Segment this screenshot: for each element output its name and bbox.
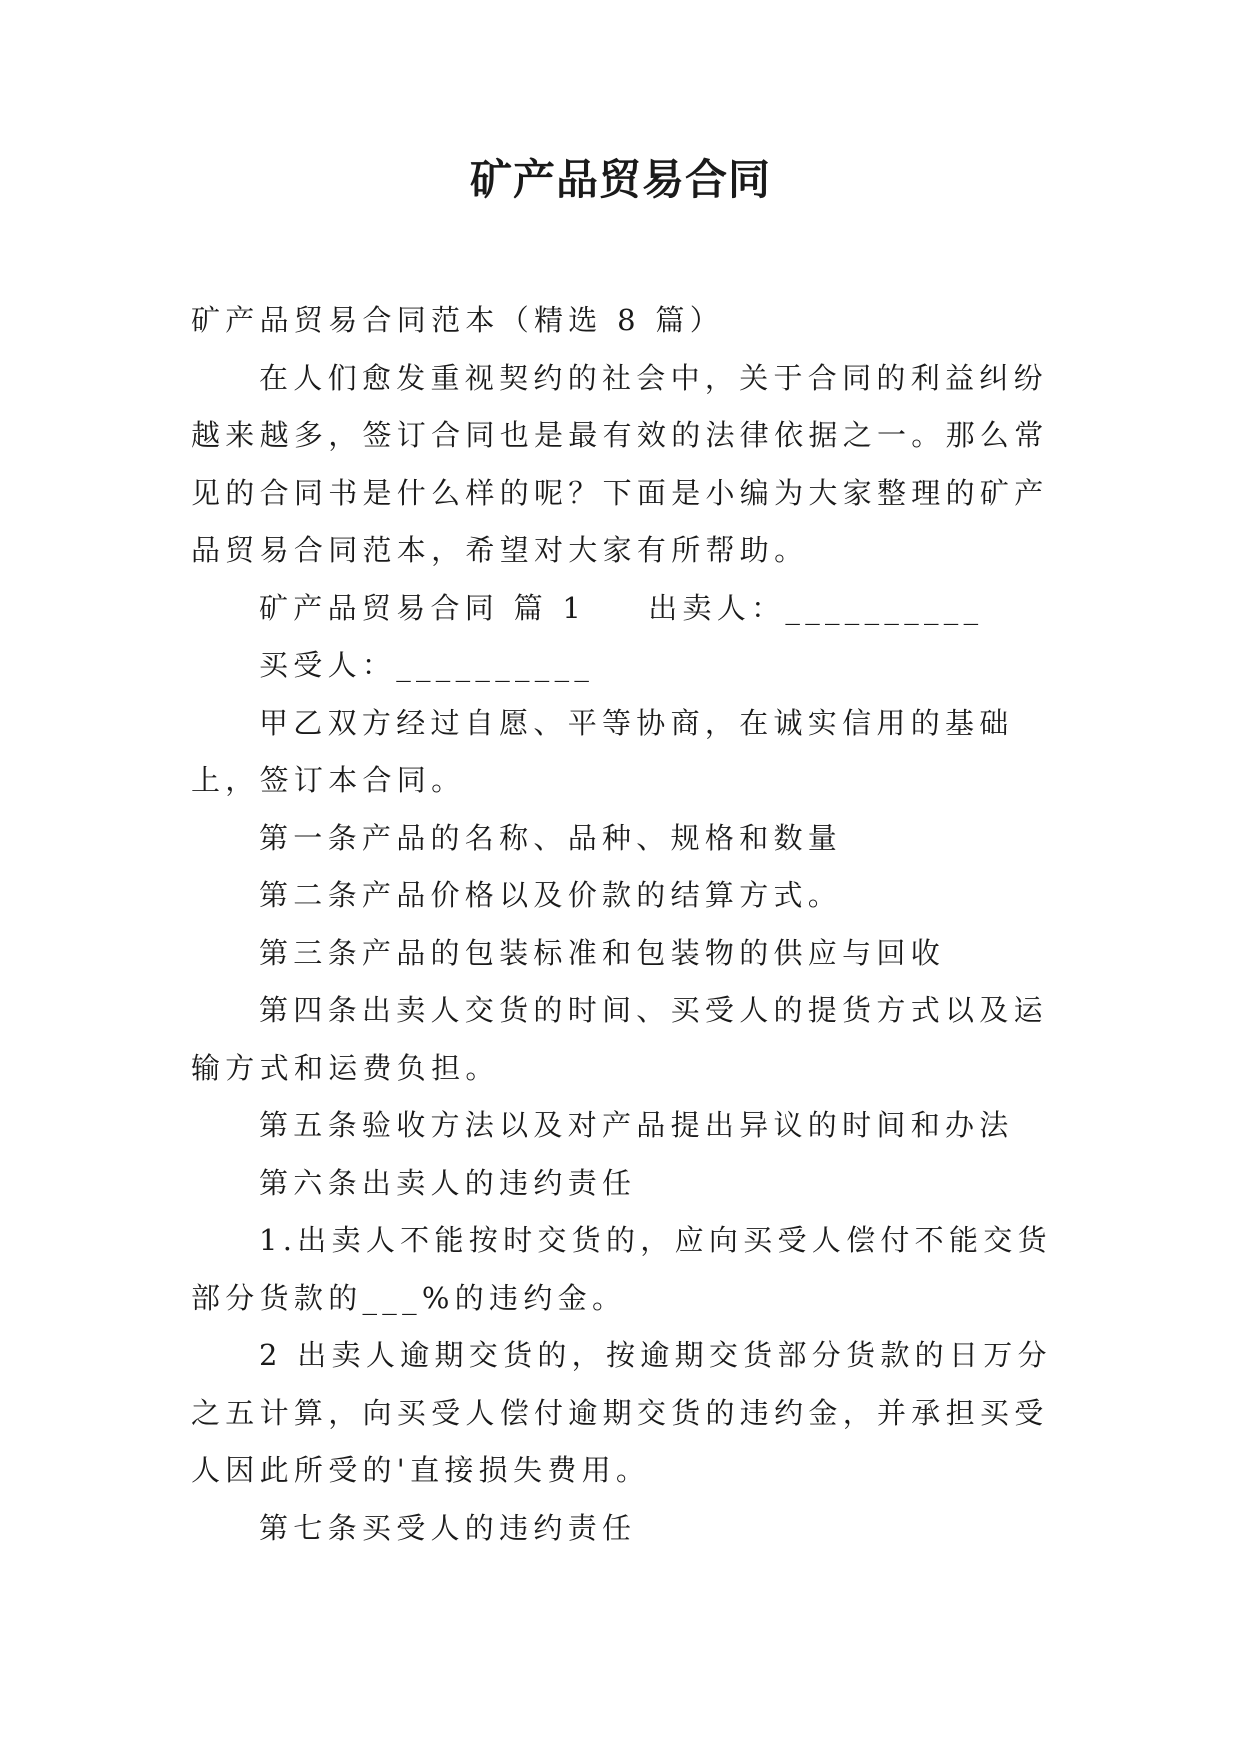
clause-6-2: 2 出卖人逾期交货的，按逾期交货部分货款的日万分之五计算，向买受人偿付逾期交货的违约金，并承担买受人因此所受的'直接损失费用。 [191, 1338, 1052, 1487]
clause-6-1: 1.出卖人不能按时交货的，应向买受人偿付不能交货部分货款的___%的违约金。 [191, 1223, 1052, 1315]
section-heading-line [191, 580, 1061, 638]
preamble-paragraph: 甲乙双方经过自愿、平等协商，在诚实信用的基础上，签订本合同。 [191, 705, 1014, 797]
document-title: 矿产品贸易合同 [469, 155, 771, 204]
intro-paragraph: 在人们愈发重视契约的社会中，关于合同的利益纠纷越来越多，签订合同也是最有效的法律依据之一。那么常见的合同书是什么样的呢？下面是小编为大家整理的矿产品贸易合同范本，希望对大家有所帮助。 [191, 360, 1049, 567]
article-2: 第二条产品价格以及价款的结算方式。 [259, 878, 843, 912]
article-7: 第七条买受人的违约责任 [259, 1510, 637, 1545]
article-4: 第四条出卖人交货的时间、买受人的提货方式以及运输方式和运费负担。 [191, 993, 1048, 1085]
article-3: 第三条产品的包装标准和包装物的供应与回收 [259, 935, 946, 970]
article-1: 第一条产品的名称、品种、规格和数量 [259, 820, 843, 855]
article-5: 第五条验收方法以及对产品提出异议的时间和办法 [259, 1108, 1014, 1142]
buyer-field: 买受人：__________ [259, 648, 595, 682]
section-heading: 矿产品贸易合同 篇 1 [259, 590, 587, 625]
document-subtitle: 矿产品贸易合同范本（精选 8 篇） [191, 303, 724, 337]
document-body [191, 292, 1061, 1557]
article-6: 第六条出卖人的违约责任 [259, 1165, 637, 1200]
seller-field: 出卖人：__________ [648, 590, 984, 625]
